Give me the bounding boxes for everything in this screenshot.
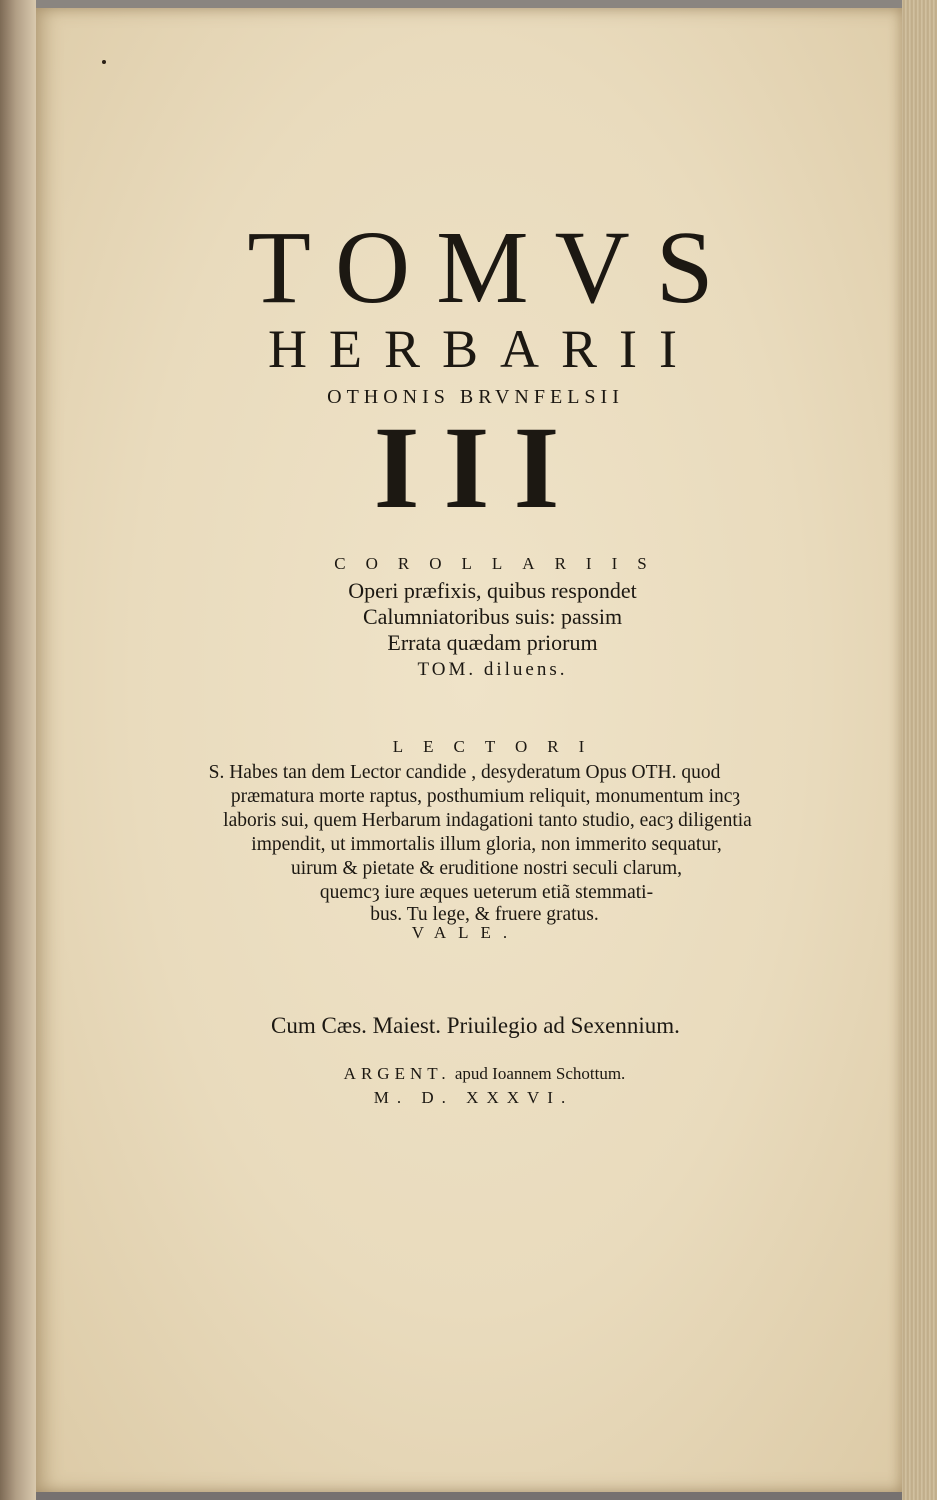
subtitle-heading: COROLLARIIS (334, 554, 667, 573)
address-line: quemcȝ iure æques ueterum etiã stemmati- (319, 882, 654, 903)
address-heading: LECTORI (392, 737, 605, 756)
address-line: præmatura morte raptus, posthumium reliquit, monumentum incȝ (230, 786, 741, 807)
imprint-printer: apud Ioannem Schottum. (454, 1064, 626, 1083)
imprint-place: ARGENT. (343, 1064, 451, 1083)
address-line: impendit, ut immortalis illum gloria, non immerito sequatur, (251, 834, 722, 855)
address-line: bus. Tu lege, & fruere gratus. (370, 904, 599, 925)
address-line: laboris sui, quem Herbarum indagationi tanto studio, eacȝ diligentia (223, 810, 752, 831)
address-line: S. Habes tan dem Lector candide , desyderatum Opus OTH. quod (208, 762, 721, 783)
closing-vale: VALE. (411, 923, 520, 942)
imprint-year: M. D. XXXVI. (373, 1088, 574, 1107)
title-line-2: HERBARII (268, 319, 699, 379)
subtitle-line: TOM. diluens. (417, 659, 568, 680)
subtitle-line: Errata quædam priorum (387, 630, 598, 655)
subtitle-line: Calumniatoribus suis: passim (362, 604, 623, 629)
volume-number: III (373, 402, 584, 533)
ink-spot (102, 60, 106, 64)
address-line: uirum & pietate & eruditione nostri seculi clarum, (291, 858, 682, 879)
title-line-1: TOMVS (247, 210, 740, 325)
author-line: OTHONIS BRVNFELSII (327, 386, 624, 408)
imprint-line (0, 1063, 937, 1085)
privilege-line: Cum Cæs. Maiest. Priuilegio ad Sexennium. (271, 1013, 680, 1038)
subtitle-line: Operi præfixis, quibus respondet (348, 578, 637, 603)
